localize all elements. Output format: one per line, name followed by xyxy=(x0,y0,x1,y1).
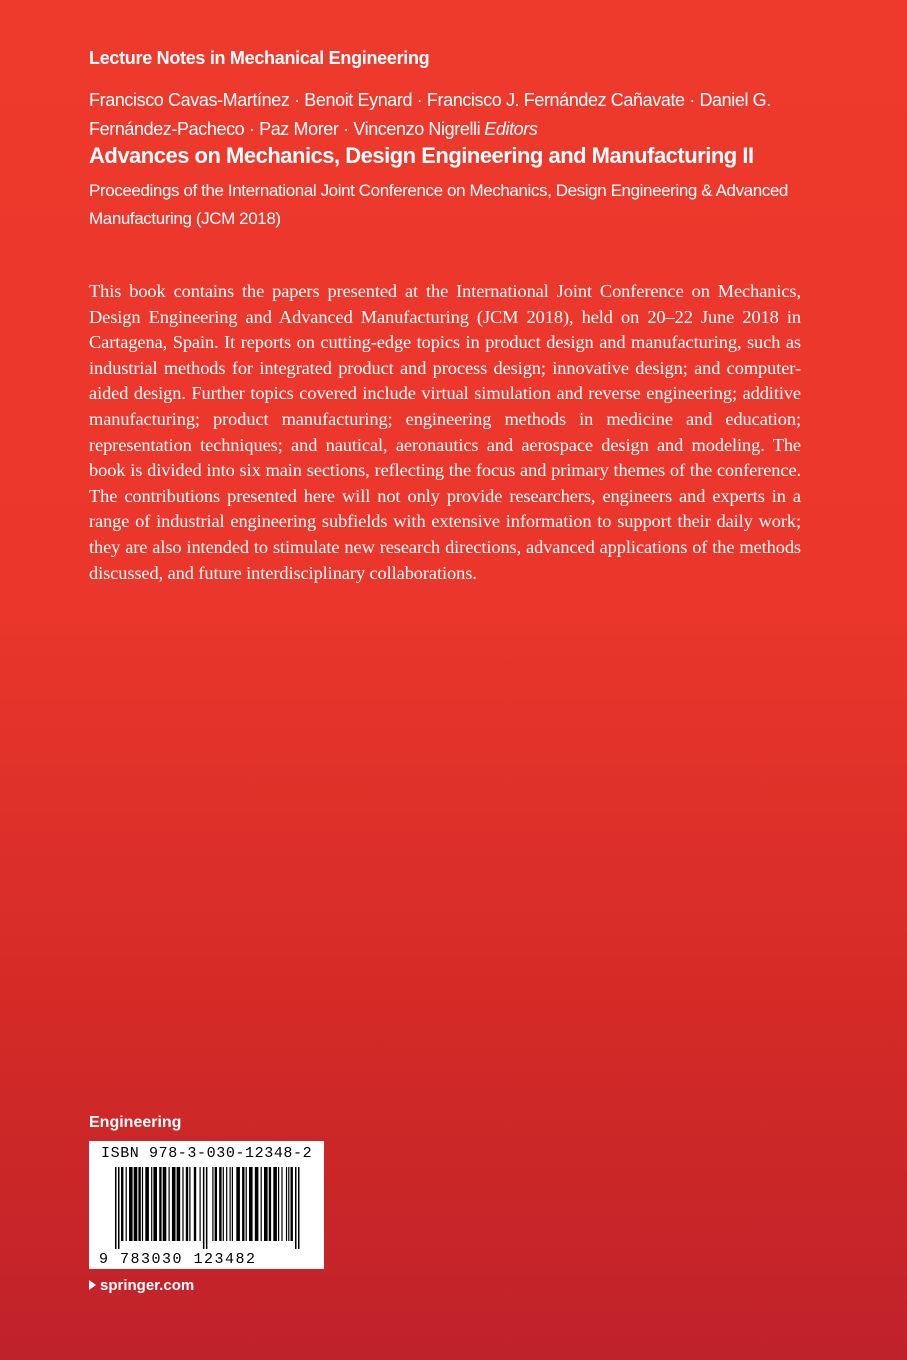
barcode-bar xyxy=(215,1167,217,1241)
barcode-bar xyxy=(145,1167,149,1241)
barcode-bar xyxy=(255,1167,259,1241)
barcode-bar xyxy=(230,1167,231,1241)
barcode-bar xyxy=(182,1167,183,1241)
barcode-bar xyxy=(273,1167,277,1241)
barcode-bar xyxy=(288,1167,289,1241)
barcode-bar xyxy=(261,1167,262,1241)
barcode-bar xyxy=(115,1167,117,1249)
barcode-bar xyxy=(246,1167,247,1241)
barcode-bar xyxy=(295,1167,297,1249)
barcode-bar xyxy=(118,1167,120,1249)
barcode-bar xyxy=(153,1167,157,1241)
barcode-bar xyxy=(212,1167,213,1241)
barcode-digits: 9 783030 123482 xyxy=(99,1251,257,1267)
editors-names: Francisco Cavas-Martínez · Benoit Eynard · Francisco J. Fernández Cañavate · Daniel G. Fernández-Pacheco · Paz Morer · Vincenzo Nigrelli xyxy=(89,90,771,139)
barcode-bar xyxy=(159,1167,161,1241)
barcode-bar xyxy=(242,1167,244,1241)
barcode-bar xyxy=(249,1167,253,1241)
isbn-barcode xyxy=(89,1141,324,1269)
book-subtitle: Proceedings of the International Joint Conference on Mechanics, Design Engineering & Advanced Manufacturing (JCM 2018) xyxy=(89,181,788,228)
barcode-bar xyxy=(177,1167,181,1241)
book-description: This book contains the papers presented at the International Joint Conference on Mechanics, Design Engineering and Advanced Manufacturing (JCM 2018), held on 20–22 June 2018 in Cartagena, Spain. It reports on cutting-edge topics in product design and manufacturing, such as industrial methods for integrated product and process design; innovative design; and computer-aided design. Further topics covered include virtual simulation and reverse engineering; additive manufacturing; product manufacturing; engineering methods in medicine and education; representation techniques; and nautical, aeronautics and aerospace design and modeling. The book is divided into six main sections, reflecting the focus and primary themes of the conference. The contributions presented here will not only provide researchers, engineers and experts in a range of industrial engineering subfields with extensive information to support their daily work; they are also intended to stimulate new research directions, advanced applications of the methods discussed, and future interdisciplinary collaborations. xyxy=(89,281,801,583)
barcode-bar xyxy=(269,1167,271,1241)
barcode-bar xyxy=(298,1167,300,1249)
subject-category: Engineering xyxy=(89,1114,182,1131)
barcode-icon xyxy=(97,1167,317,1267)
barcode-bar xyxy=(186,1167,188,1241)
barcode-bar xyxy=(194,1167,196,1241)
barcode-bar xyxy=(172,1167,176,1241)
barcode-bar xyxy=(189,1167,190,1241)
barcode-bar xyxy=(281,1167,282,1241)
barcode-bar xyxy=(286,1167,287,1241)
arrow-right-icon xyxy=(89,1280,96,1290)
barcode-bar xyxy=(219,1167,221,1241)
barcode-bar xyxy=(223,1167,224,1241)
isbn-number: ISBN 978-3-030-12348-2 xyxy=(101,1145,313,1162)
barcode-bar xyxy=(291,1167,293,1241)
barcode-bar xyxy=(163,1167,167,1241)
book-title: Advances on Mechanics, Design Engineering and Manufacturing II xyxy=(89,143,754,168)
barcode-bar xyxy=(126,1167,127,1241)
publisher-link[interactable] xyxy=(89,1277,194,1294)
barcode-bar xyxy=(129,1167,133,1241)
barcode-bar xyxy=(169,1167,170,1241)
editors-list xyxy=(89,86,849,144)
barcode-bar xyxy=(236,1167,240,1241)
barcode-bar xyxy=(278,1167,279,1241)
publisher-url: springer.com xyxy=(100,1277,195,1294)
barcode-bar xyxy=(138,1167,140,1241)
barcode-bar xyxy=(151,1167,152,1241)
barcode-bar xyxy=(200,1167,201,1241)
barcode-bar xyxy=(206,1167,208,1249)
editors-label: Editors xyxy=(484,119,538,139)
barcode-bar xyxy=(142,1167,143,1241)
barcode-bar xyxy=(134,1167,138,1241)
series-title: Lecture Notes in Mechanical Engineering xyxy=(89,48,430,68)
barcode-bar xyxy=(232,1167,233,1241)
barcode-bar xyxy=(264,1167,268,1241)
barcode-bar xyxy=(226,1167,227,1241)
barcode-bar xyxy=(203,1167,205,1249)
barcode-bar xyxy=(121,1167,123,1241)
